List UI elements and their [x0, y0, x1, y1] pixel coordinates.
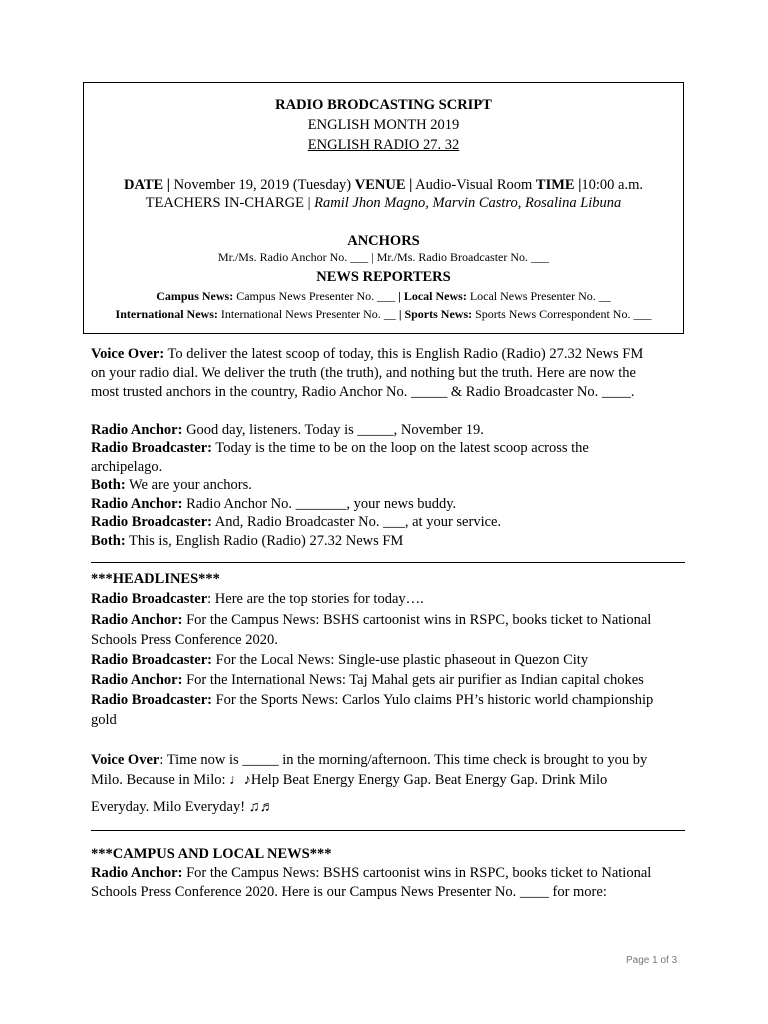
line-text: For the Local News: Single-use plastic phaseout in Quezon City — [215, 652, 589, 668]
local-label: | Local News: — [398, 289, 467, 303]
script-line — [91, 671, 644, 689]
teachers-line — [84, 193, 683, 213]
time-label: TIME | — [535, 177, 582, 193]
speaker: Radio Anchor: — [91, 865, 183, 881]
line-text: To deliver the latest scoop of today, this is English Radio (Radio) 27.32 News FM — [167, 346, 644, 362]
anchors-line: Mr./Ms. Radio Anchor No. ___ | Mr./Ms. Radio Broadcaster No. ___ — [217, 250, 550, 264]
campus-value: Campus News Presenter No. ___ — [236, 289, 396, 303]
speaker: Radio Anchor: — [91, 422, 183, 438]
line-text: And, Radio Broadcaster No. ___, at your service. — [214, 514, 502, 530]
speaker: Voice Over — [91, 752, 160, 768]
script-line — [91, 691, 653, 709]
venue-value: Audio-Visual Room — [415, 177, 533, 193]
intl-label: International News: — [115, 307, 218, 321]
line-text: For the Campus News: BSHS cartoonist wins in RSPC, books ticket to National — [186, 612, 652, 628]
line-text: For the International News: Taj Mahal gets air purifier as Indian capital chokes — [186, 672, 644, 688]
intl-value: International News Presenter No. __ — [220, 307, 396, 321]
header-box — [83, 82, 684, 334]
venue-label: VENUE | — [354, 177, 413, 193]
speaker: Radio Broadcaster: — [91, 440, 212, 456]
script-line — [91, 631, 278, 649]
date-label: DATE | — [123, 177, 170, 193]
reporters-line-1 — [84, 288, 683, 304]
script-line — [91, 864, 651, 882]
line-text: : Here are the top stories for today…. — [207, 591, 424, 607]
script-line — [91, 711, 117, 729]
script-line — [91, 513, 501, 531]
line-text: Schools Press Conference 2020. — [91, 632, 278, 648]
speaker: Radio Anchor: — [91, 612, 183, 628]
line-text: Milo. Because in Milo: ♩♪Help Beat Energy Energy Gap. Beat Energy Gap. Drink Milo — [91, 772, 608, 788]
script-line — [91, 532, 403, 550]
line-text: This is, English Radio (Radio) 27.32 News FM — [129, 533, 404, 549]
speaker: Radio Broadcaster: — [91, 652, 212, 668]
line-text: Everyday. Milo Everyday! ♫♬ — [91, 799, 275, 815]
line-text: archipelago. — [91, 459, 163, 475]
script-line — [91, 798, 274, 816]
date-value: November 19, 2019 (Tuesday) — [173, 177, 352, 193]
script-line — [91, 751, 647, 769]
script-line — [91, 495, 456, 513]
line-text: For the Campus News: BSHS cartoonist wins in RSPC, books ticket to National — [186, 865, 652, 881]
line-text: on your radio dial. We deliver the truth (the truth), and nothing but the truth. Here are now the — [91, 365, 636, 381]
speaker: Radio Anchor: — [91, 496, 183, 512]
time-value: 10:00 a.m. — [581, 177, 644, 193]
local-value: Local News Presenter No. __ — [469, 289, 611, 303]
sports-label: | Sports News: — [398, 307, 473, 321]
line-text: Good day, listeners. Today is _____, November 19. — [186, 422, 484, 438]
speaker: Radio Broadcaster: — [91, 514, 212, 530]
speaker: Radio Anchor: — [91, 672, 183, 688]
script-line — [91, 364, 636, 382]
line-text: Today is the time to be on the loop on the latest scoop across the — [215, 440, 589, 456]
line-text: Radio Anchor No. _______, your news buddy. — [186, 496, 457, 512]
event-name: ENGLISH MONTH 2019 — [307, 117, 460, 133]
campus-heading: ***CAMPUS AND LOCAL NEWS*** — [91, 846, 332, 862]
section-divider — [91, 830, 685, 831]
script-line — [91, 651, 588, 669]
schedule-line — [84, 175, 683, 195]
line-text: most trusted anchors in the country, Radio Anchor No. _____ & Radio Broadcaster No. ____. — [91, 384, 635, 400]
teachers-label: TEACHERS IN-CHARGE | — [145, 195, 311, 211]
line-text: : Time now is _____ in the morning/afternoon. This time check is brought to you by — [159, 752, 648, 768]
speaker: Radio Broadcaster — [91, 591, 208, 607]
line-text: Schools Press Conference 2020. Here is our Campus News Presenter No. ____ for more: — [91, 884, 607, 900]
line-text: For the Sports News: Carlos Yulo claims PH’s historic world championship — [215, 692, 654, 708]
script-line — [91, 439, 589, 457]
script-line — [91, 458, 162, 476]
station-name: ENGLISH RADIO 27. 32 — [307, 137, 460, 153]
script-line — [91, 883, 607, 901]
speaker: Both: — [91, 533, 126, 549]
script-title: RADIO BRODCASTING SCRIPT — [275, 97, 492, 113]
headlines-heading: ***HEADLINES*** — [91, 571, 220, 587]
script-line — [91, 383, 635, 401]
speaker: Both: — [91, 477, 126, 493]
script-line — [91, 345, 643, 363]
line-text: We are your anchors. — [129, 477, 252, 493]
reporters-heading: NEWS REPORTERS — [316, 269, 451, 285]
campus-label: Campus News: — [156, 289, 234, 303]
script-line — [91, 771, 607, 789]
script-line — [91, 590, 424, 608]
speaker: Voice Over: — [91, 346, 165, 362]
anchors-heading: ANCHORS — [347, 233, 420, 249]
line-text: gold — [91, 712, 117, 728]
teachers-value: Ramil Jhon Magno, Marvin Castro, Rosalina Libuna — [314, 195, 622, 211]
script-line — [91, 476, 252, 494]
script-line — [91, 421, 484, 439]
reporters-line-2 — [84, 306, 683, 322]
speaker: Radio Broadcaster: — [91, 692, 212, 708]
page-number: Page 1 of 3 — [626, 955, 678, 966]
section-divider — [91, 562, 685, 563]
script-line — [91, 611, 651, 629]
sports-value: Sports News Correspondent No. ___ — [475, 307, 652, 321]
